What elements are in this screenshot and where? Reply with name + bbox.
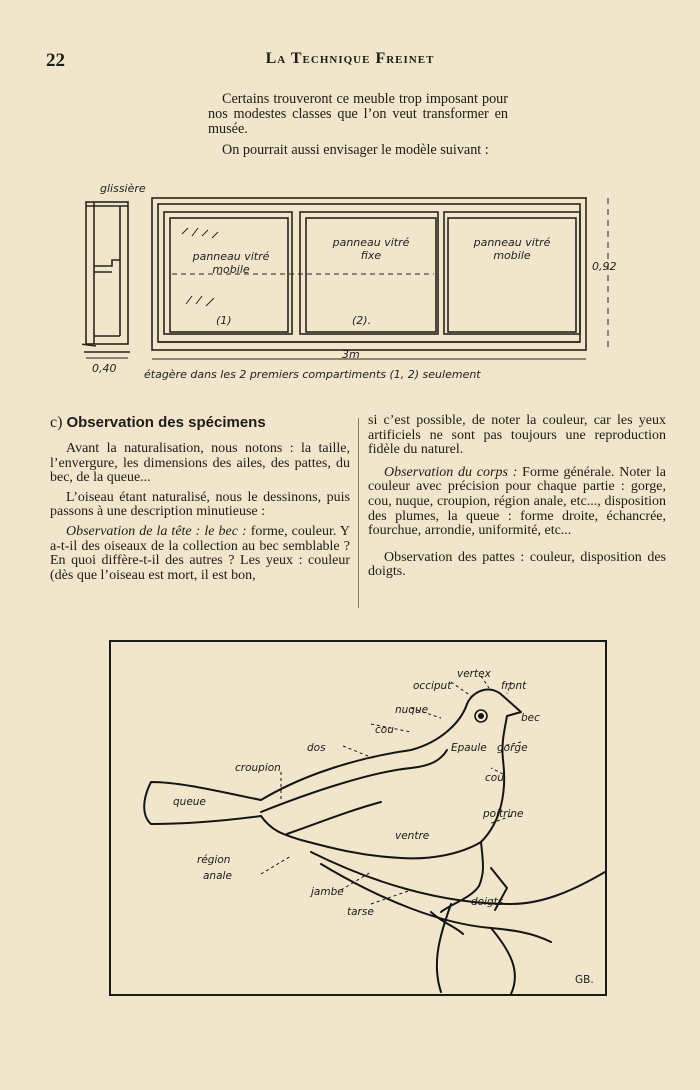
- label-epaule: Epaule: [451, 742, 487, 754]
- label-doigts: doigts: [471, 896, 504, 908]
- signature: GB.: [575, 974, 594, 986]
- column-divider: [358, 418, 359, 608]
- label-depth: 0,40: [92, 362, 117, 375]
- label-gorge: gorge: [497, 742, 528, 754]
- left-column: [50, 414, 350, 588]
- paragraph-head: [50, 525, 350, 583]
- label-bec: bec: [521, 712, 540, 724]
- body-label: Observation du corps :: [384, 464, 518, 480]
- label-ventre: ventre: [395, 830, 430, 842]
- label-anale: anale: [203, 870, 232, 882]
- head-label: Observation de la tête : le bec :: [66, 523, 247, 539]
- label-height: 0,92: [592, 260, 617, 273]
- section-heading: [50, 414, 350, 432]
- paragraph: L’oiseau étant naturalisé, nous le dessinons, puis passons à une description minutieuse :: [50, 489, 350, 520]
- label-queue: queue: [173, 796, 206, 808]
- body-text: Forme générale. Noter la couleur avec précision pour chaque partie : gorge, cou, nuque, croupion, région anale, etc..., disposition des plumes, la queue : forme droite, échancrée, fourchue, arrondie, uniformité, etc...: [368, 464, 666, 539]
- head-text: forme, couleur. Y a-t-il des oiseaux de la collection au bec semblable ? En quoi diffère-t-il des autres ? Les yeux : couleur (dès que l’oiseau est mort, il est bon,: [50, 523, 351, 583]
- intro-paragraph: On pourrait aussi envisager le modèle suivant :: [222, 142, 489, 158]
- label-vertex: vertex: [457, 668, 491, 680]
- label-panel-3: panneau vitré mobile: [473, 236, 551, 262]
- label-glissiere: glissière: [100, 182, 146, 195]
- section-title: Observation des spécimens: [66, 414, 266, 431]
- right-column: [368, 414, 666, 585]
- label-panel-2: panneau vitré fixe: [332, 236, 410, 262]
- label-jambe: jambe: [311, 886, 344, 898]
- label-width: 3m: [342, 348, 360, 361]
- label-compartment-2: (2).: [352, 314, 372, 327]
- furniture-figure: [82, 176, 622, 401]
- bird-drawing: [111, 642, 605, 994]
- running-title: La Technique Freinet: [265, 50, 435, 67]
- label-panel-1: panneau vitré mobile: [192, 250, 270, 276]
- label-poitrine: poitrine: [483, 808, 524, 820]
- label-tarse: tarse: [347, 906, 374, 918]
- label-cou-top: cou: [375, 724, 394, 736]
- page-number: 22: [46, 50, 65, 71]
- furniture-drawing: [82, 176, 622, 396]
- label-dos: dos: [307, 742, 326, 754]
- paragraph-body: [368, 466, 666, 539]
- label-region: région: [197, 854, 231, 866]
- bird-figure: [109, 640, 607, 996]
- label-front: front: [501, 680, 527, 692]
- paragraph: Avant la naturalisation, nous notons : la taille, l’envergure, les dimensions des ailes, des pattes, du bec, de la queue...: [50, 441, 350, 486]
- figure-caption: étagère dans les 2 premiers compartiments (1, 2) seulement: [144, 368, 481, 381]
- section-letter: c): [50, 414, 63, 431]
- paragraph-feet: Observation des pattes : couleur, disposition des doigts.: [368, 549, 666, 580]
- label-cou-front: cou: [485, 772, 504, 784]
- label-compartment-1: (1): [216, 314, 232, 327]
- intro-text: [208, 92, 508, 164]
- intro-paragraph: Certains trouveront ce meuble trop imposant pour nos modestes classes que l’on veut transformer en musée.: [208, 91, 508, 137]
- label-occiput: occiput: [413, 680, 452, 692]
- label-croupion: croupion: [235, 762, 281, 774]
- label-nuque: nuque: [395, 704, 429, 716]
- paragraph: si c’est possible, de noter la couleur, car les yeux artificiels ne sont pas toujours une reproduction fidèle du naturel.: [368, 413, 666, 458]
